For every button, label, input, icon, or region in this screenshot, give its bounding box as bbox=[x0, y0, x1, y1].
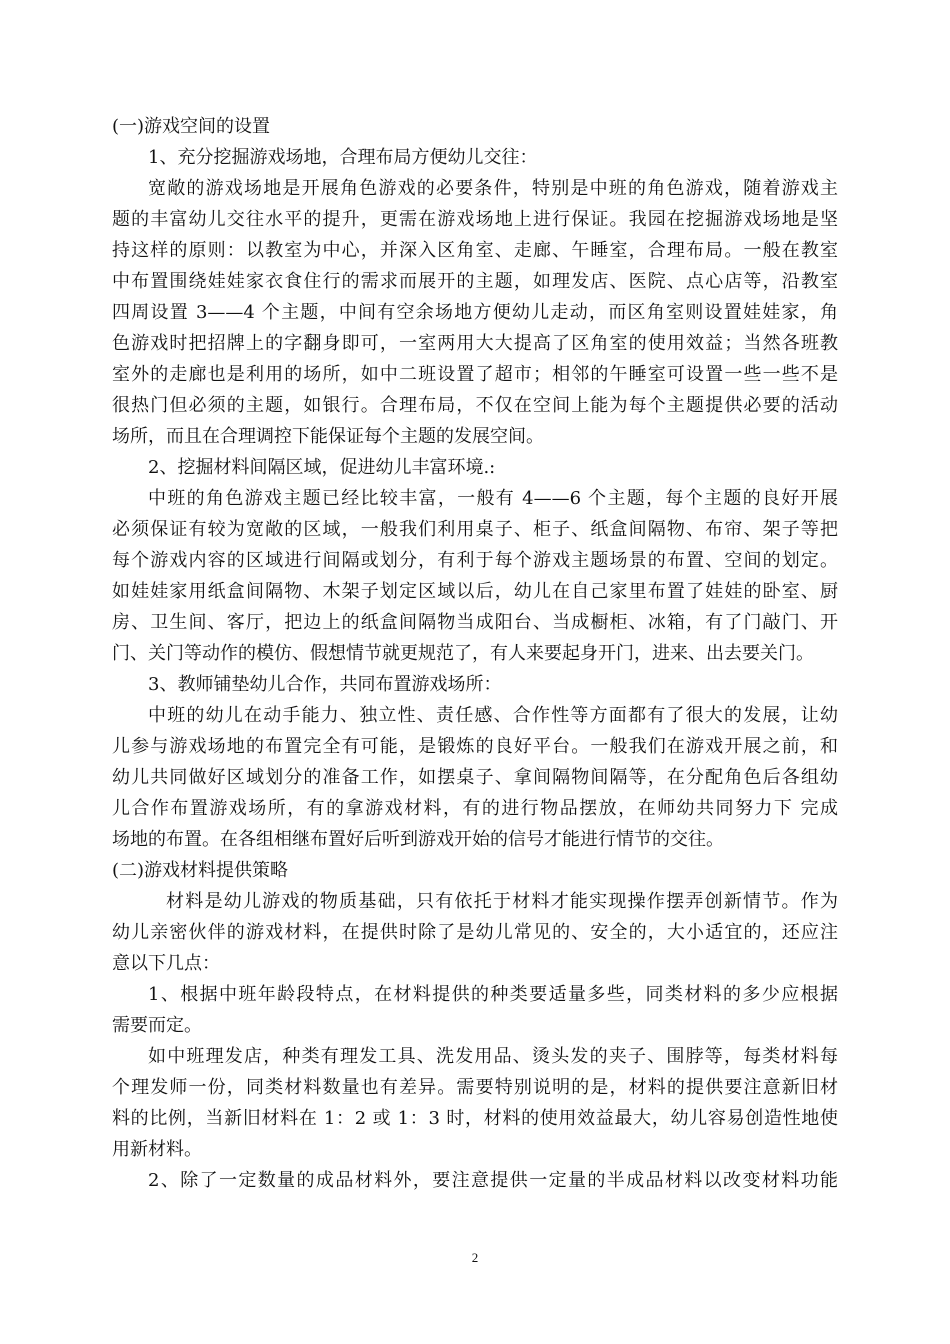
subheading-3: 3、教师铺垫幼儿合作，共同布置游戏场所： bbox=[148, 674, 502, 695]
paragraph-line: 色游戏时把招牌上的字翻身即可，一室两用大大提高了区角室的使用效益；当然各班教 bbox=[112, 333, 838, 354]
paragraph-point-2 bbox=[112, 1165, 838, 1196]
paragraph-line: 中布置围绕娃娃家衣食住行的需求而展开的主题，如理发店、医院、点心店等，沿教室 bbox=[112, 271, 838, 292]
paragraph-line: 个理发师一份，同类材料数量也有差异。需要特别说明的是，材料的提供要注意新旧材 bbox=[112, 1077, 838, 1098]
paragraph-line: 宽敞的游戏场地是开展角色游戏的必要条件，特别是中班的角色游戏，随着游戏主 bbox=[148, 178, 838, 199]
section-heading-2: (二)游戏材料提供策略 bbox=[112, 860, 289, 881]
subheading-1: 1、充分挖掘游戏场地，合理布局方便幼儿交往： bbox=[148, 147, 538, 168]
paragraph-line: 用新材料。 bbox=[112, 1139, 202, 1160]
paragraph-line: 材料是幼儿游戏的物质基础，只有依托于材料才能实现操作摆弄创新情节。作为 bbox=[166, 891, 838, 912]
paragraph-example bbox=[112, 1041, 838, 1165]
document-page bbox=[112, 111, 838, 1196]
paragraph-line: 儿参与游戏场地的布置完全有可能，是锻炼的良好平台。一般我们在游戏开展之前，和 bbox=[112, 736, 838, 757]
paragraph-line: 必须保证有较为宽敞的区域，一般我们利用桌子、柜子、纸盒间隔物、布帘、架子等把 bbox=[112, 519, 838, 540]
paragraph-line: 幼儿亲密伙伴的游戏材料，在提供时除了是幼儿常见的、安全的，大小适宜的，还应注 bbox=[112, 922, 838, 943]
paragraph-line: 料的比例，当新旧材料在 1：2 或 1：3 时，材料的使用效益最大，幼儿容易创造性地使 bbox=[112, 1108, 838, 1129]
paragraph-line: 场所，而且在合理调控下能保证每个主题的发展空间。 bbox=[112, 426, 544, 447]
paragraph-line: 场地的布置。在各组相继布置好后听到游戏开始的信号才能进行情节的交往。 bbox=[112, 829, 724, 850]
paragraph-line: 房、卫生间、客厅，把边上的纸盒间隔物当成阳台、当成橱柜、冰箱，有了门敲门、开 bbox=[112, 612, 838, 633]
paragraph-line: 如娃娃家用纸盒间隔物、木架子划定区域以后，幼儿在自己家里布置了娃娃的卧室、厨 bbox=[112, 581, 838, 602]
paragraph-1 bbox=[112, 173, 838, 452]
paragraph-line: 很热门但必须的主题，如银行。合理布局，不仅在空间上能为每个主题提供必要的活动 bbox=[112, 395, 838, 416]
section-heading-1: (一)游戏空间的设置 bbox=[112, 116, 271, 137]
paragraph-line: 幼儿共同做好区域划分的准备工作，如摆桌子、拿间隔物间隔等，在分配角色后各组幼 bbox=[112, 767, 838, 788]
paragraph-line: 如中班理发店，种类有理发工具、洗发用品、烫头发的夹子、围脖等，每类材料每 bbox=[148, 1046, 838, 1067]
paragraph-line: 1、根据中班年龄段特点，在材料提供的种类要适量多些，同类材料的多少应根据 bbox=[148, 984, 838, 1005]
paragraph-line: 持这样的原则：以教室为中心，并深入区角室、走廊、午睡室，合理布局。一般在教室 bbox=[112, 240, 838, 261]
paragraph-line: 门、关门等动作的模仿、假想情节就更规范了，有人来要起身开门，进来、出去要关门。 bbox=[112, 643, 814, 664]
paragraph-line: 每个游戏内容的区域进行间隔或划分，有利于每个游戏主题场景的布置、空间的划定。 bbox=[112, 550, 838, 571]
paragraph-line: 需要而定。 bbox=[112, 1015, 202, 1036]
paragraph-intro bbox=[112, 886, 838, 979]
paragraph-line: 儿合作布置游戏场所，有的拿游戏材料，有的进行物品摆放，在师幼共同努力下 完成 bbox=[112, 798, 838, 819]
paragraph-3 bbox=[112, 700, 838, 855]
page-number: 2 bbox=[471, 1250, 479, 1265]
paragraph-2 bbox=[112, 483, 838, 669]
paragraph-line: 四周设置 3——4 个主题，中间有空余场地方便幼儿走动，而区角室则设置娃娃家，角 bbox=[112, 302, 838, 323]
paragraph-line: 室外的走廊也是利用的场所，如中二班设置了超市；相邻的午睡室可设置一些一些不是 bbox=[112, 364, 838, 385]
paragraph-point-1 bbox=[112, 979, 838, 1041]
subheading-2: 2、挖掘材料间隔区域，促进幼儿丰富环境.: bbox=[148, 457, 496, 478]
paragraph-line: 中班的幼儿在动手能力、独立性、责任感、合作性等方面都有了很大的发展，让幼 bbox=[148, 705, 838, 726]
paragraph-line: 意以下几点： bbox=[112, 953, 220, 974]
paragraph-line: 题的丰富幼儿交往水平的提升，更需在游戏场地上进行保证。我园在挖掘游戏场地是坚 bbox=[112, 209, 838, 230]
paragraph-line: 中班的角色游戏主题已经比较丰富，一般有 4——6 个主题，每个主题的良好开展 bbox=[148, 488, 838, 509]
paragraph-line: 2、除了一定数量的成品材料外，要注意提供一定量的半成品材料以改变材料功能 bbox=[148, 1170, 838, 1191]
